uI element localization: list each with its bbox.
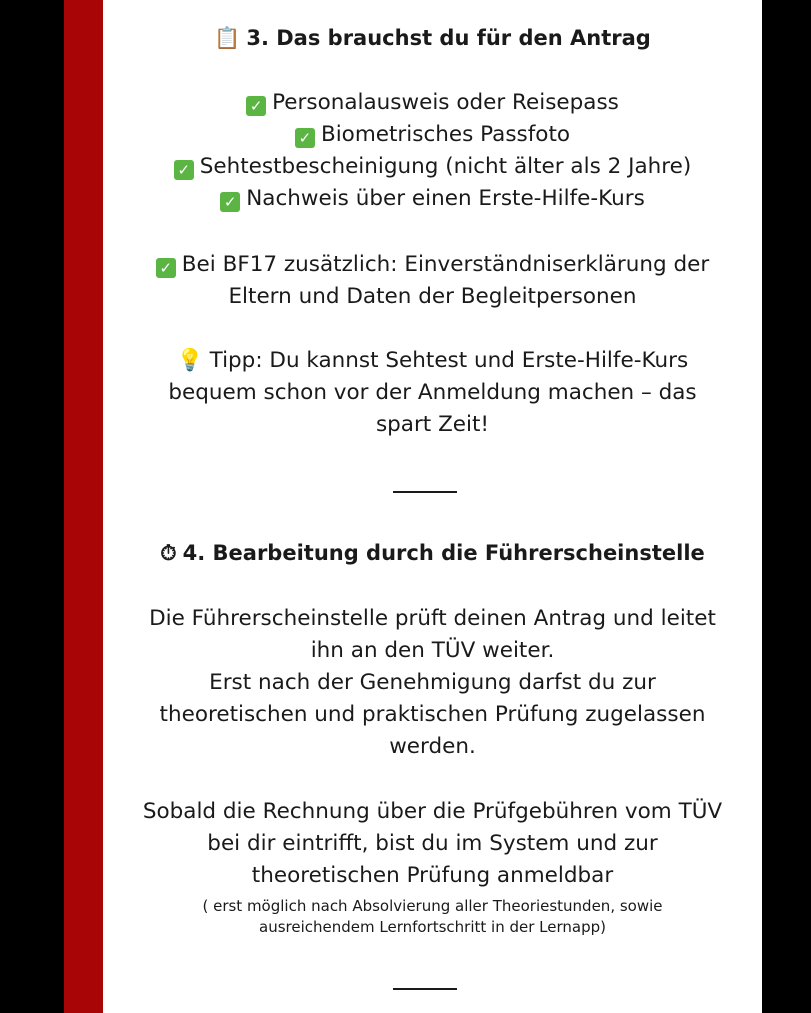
paragraph-1-line-3: Erst nach der Genehmigung darfst du zur <box>209 670 656 695</box>
tip-line-1 <box>103 348 762 373</box>
check-icon: ✓ <box>220 192 240 212</box>
requirement-item <box>103 122 762 148</box>
paragraph-2-line-2: bei dir eintrifft, bist du im System und zur <box>207 831 658 856</box>
paragraph-2-line-1: Sobald die Rechnung über die Prüfgebühren vom TÜV <box>142 799 723 824</box>
note-line-2: ausreichendem Lernfortschritt in der Lernapp) <box>259 918 606 936</box>
check-icon: ✓ <box>295 128 315 148</box>
tip-line-3: spart Zeit! <box>375 412 490 437</box>
tip-line-2: bequem schon vor der Anmeldung machen – das <box>168 380 697 405</box>
requirement-item <box>103 90 762 116</box>
requirement-text: Nachweis über einen Erste-Hilfe-Kurs <box>246 186 645 211</box>
right-margin <box>762 0 811 1013</box>
paragraph-1-line-4: theoretischen und praktischen Prüfung zugelassen <box>159 702 706 727</box>
paragraph-1-line-5: werden. <box>389 734 476 759</box>
bf17-requirement <box>103 252 762 278</box>
requirement-text: Sehtestbescheinigung (nicht älter als 2 Jahre) <box>199 154 692 179</box>
note-line-1: ( erst möglich nach Absolvierung aller Theoriestunden, sowie <box>202 897 663 915</box>
left-margin <box>0 0 64 1013</box>
section-3-title: 3. Das brauchst du für den Antrag <box>246 26 651 50</box>
requirement-item <box>103 186 762 212</box>
section-3-heading <box>103 26 762 51</box>
paragraph-2-line-3: theoretischen Prüfung anmeldbar <box>251 863 614 888</box>
paragraph-1-line-1: Die Führerscheinstelle prüft deinen Antrag und leitet <box>149 606 716 631</box>
stopwatch-icon: ⏱ <box>160 541 177 565</box>
lightbulb-icon: 💡 <box>176 348 204 373</box>
section-divider <box>393 491 457 493</box>
paragraph-1-line-2: ihn an den TÜV weiter. <box>310 638 555 663</box>
section-4-title: 4. Bearbeitung durch die Führerscheinstelle <box>182 541 705 565</box>
section-4-heading <box>103 541 762 566</box>
bf17-text-1: Bei BF17 zusätzlich: Einverständniserklärung der <box>181 252 710 277</box>
red-accent-bar <box>64 0 103 1013</box>
check-icon: ✓ <box>174 160 194 180</box>
bf17-text-2: Eltern und Daten der Begleitpersonen <box>228 284 637 309</box>
requirement-item <box>103 154 762 180</box>
requirement-text: Biometrisches Passfoto <box>320 122 571 147</box>
check-icon: ✓ <box>246 96 266 116</box>
section-divider <box>393 988 457 990</box>
tip-text-1: Tipp: Du kannst Sehtest und Erste-Hilfe-Kurs <box>209 348 689 373</box>
clipboard-icon: 📋 <box>214 26 241 50</box>
requirement-text: Personalausweis oder Reisepass <box>272 90 619 115</box>
content-card <box>103 0 762 1013</box>
check-icon: ✓ <box>156 258 176 278</box>
